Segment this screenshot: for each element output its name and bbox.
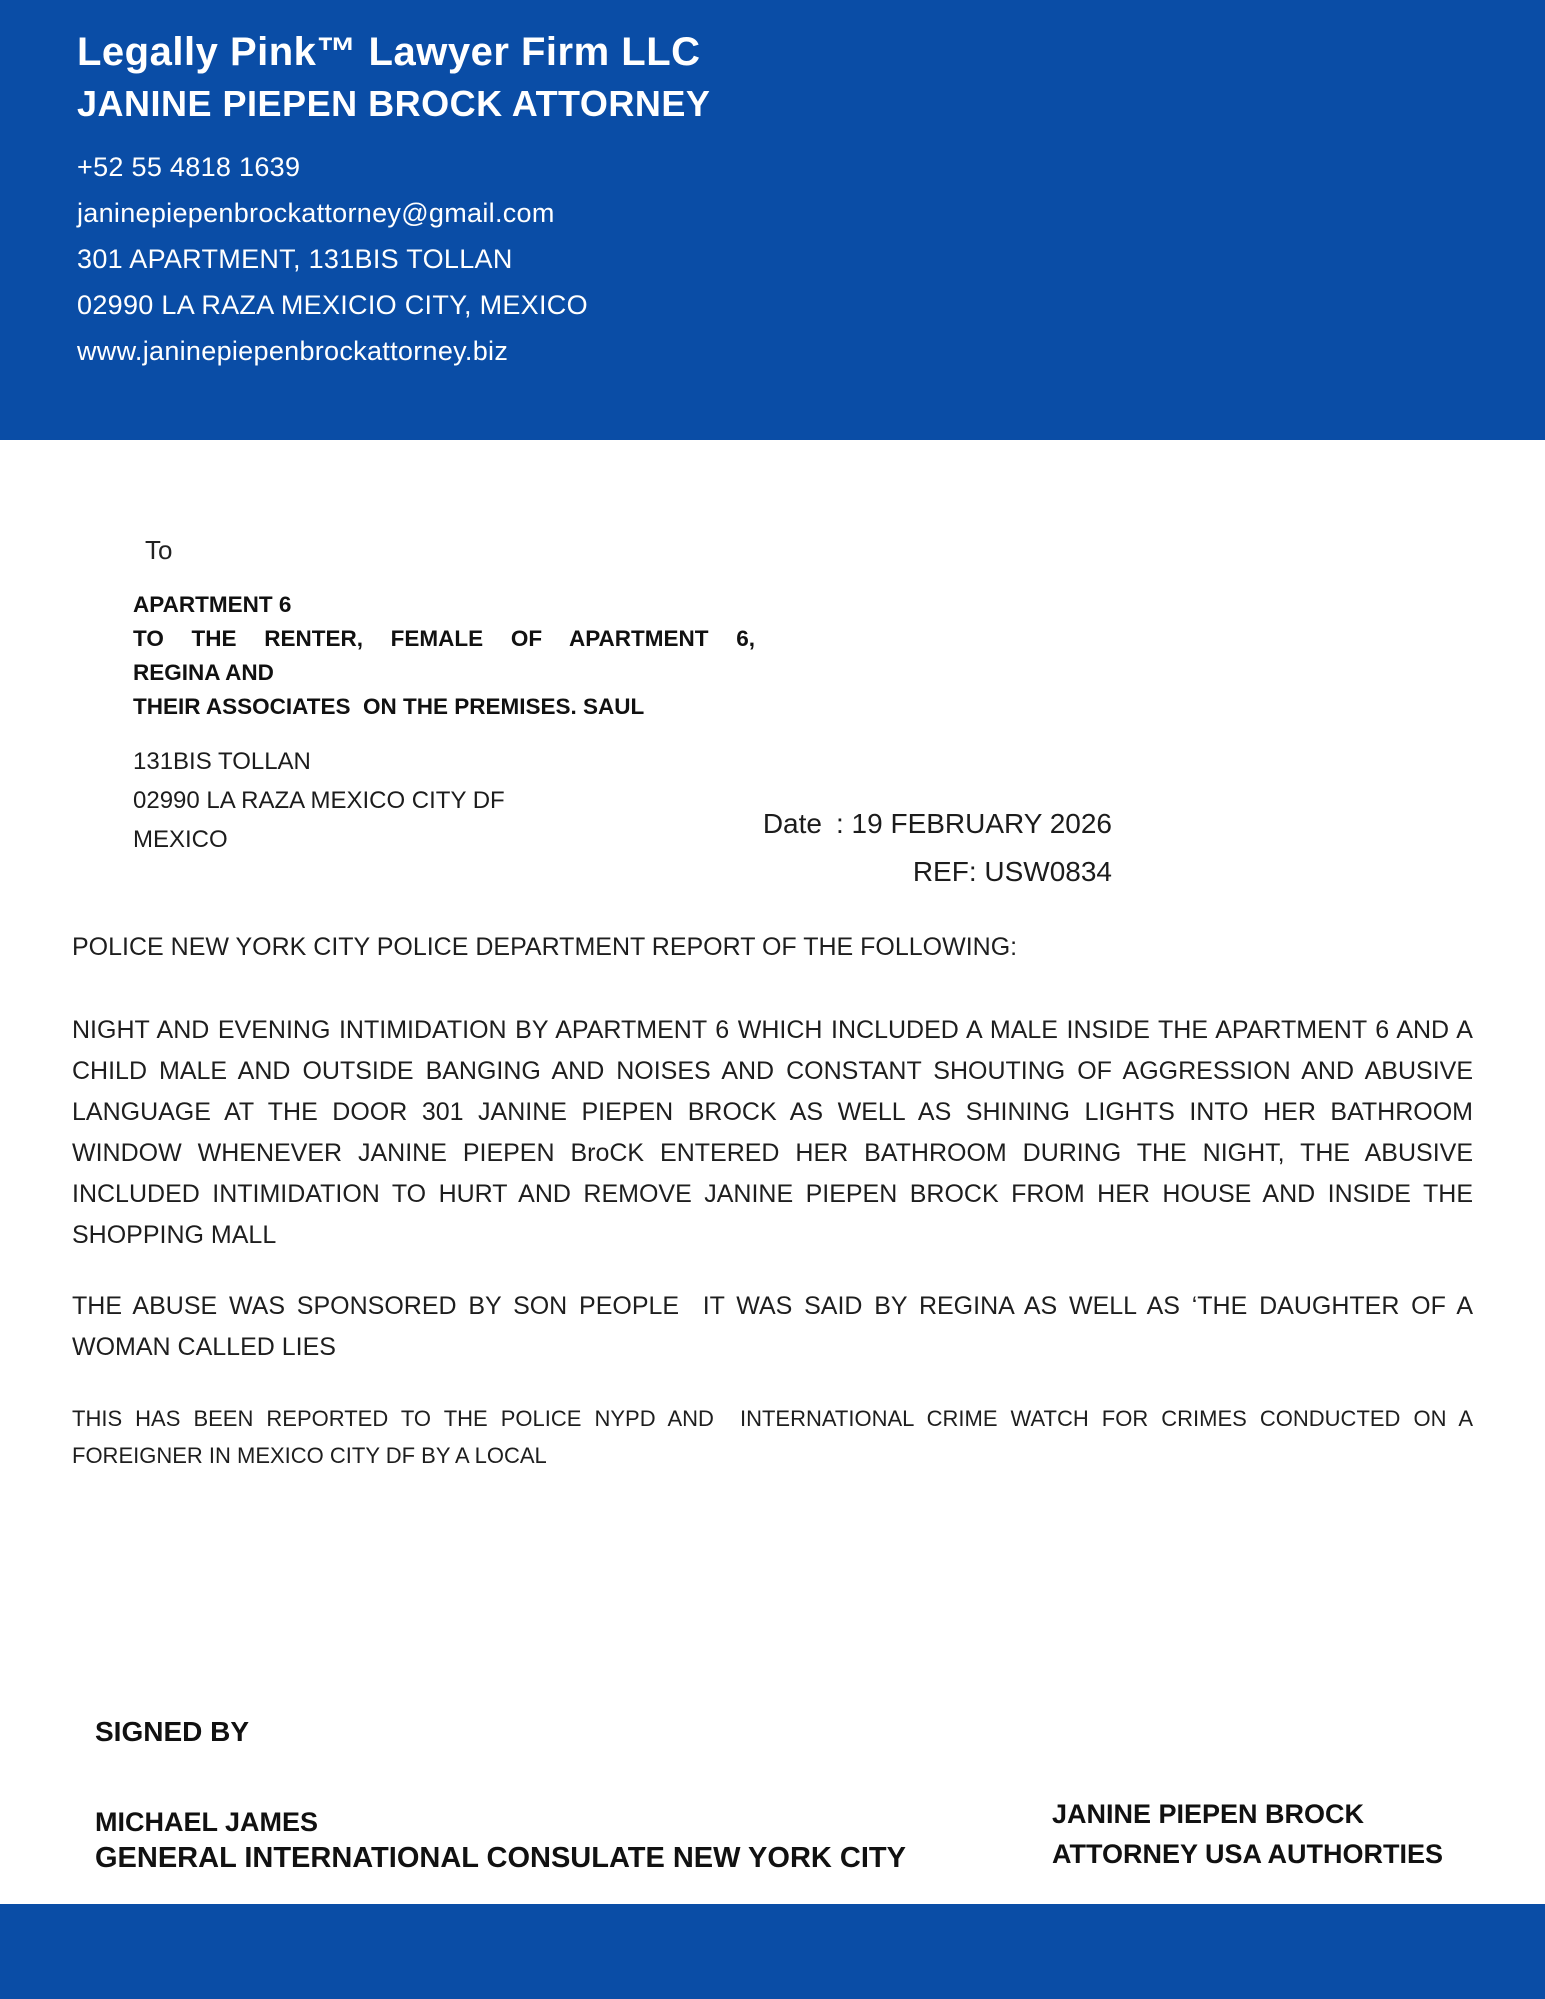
signer-name-right: JANINE PIEPEN BROCK xyxy=(1052,1799,1365,1829)
date-label: Date xyxy=(762,808,822,839)
recipient-address-block xyxy=(133,742,505,859)
recipient-line: THEIR ASSOCIATES ON THE PREMISES. SAUL xyxy=(133,694,645,719)
city-address: 02990 LA RAZA MEXICIO CITY, MEXICO xyxy=(77,290,588,320)
signed-by-label: SIGNED BY xyxy=(95,1716,250,1747)
signer-title-right: ATTORNEY USA AUTHORTIES xyxy=(1052,1839,1444,1869)
footer-band xyxy=(0,1904,1545,1999)
firm-name: Legally Pink™ Lawyer Firm LLC xyxy=(77,30,701,74)
street-address: 301 APARTMENT, 131BIS TOLLAN xyxy=(77,244,513,274)
signature-left-block xyxy=(95,1804,906,1876)
ref-label: REF: xyxy=(912,856,977,887)
to-label: To xyxy=(145,535,173,565)
date-value: 19 FEBRUARY 2026 xyxy=(851,808,1112,839)
recipient-line: APARTMENT 6 xyxy=(133,592,292,617)
recipient-block xyxy=(133,588,755,724)
recipient-line: TO THE RENTER, FEMALE OF APARTMENT 6, xyxy=(133,626,755,651)
date-line xyxy=(763,800,1112,848)
ref-value: USW0834 xyxy=(984,856,1112,887)
report-paragraph-3: THIS HAS BEEN REPORTED TO THE POLICE NYPD AND INTERNATIONAL CRIME WATCH FOR CRIMES CONDUCTED ON A FOREIGNER IN MEXICO CITY DF BY A LOCAL xyxy=(72,1406,1480,1468)
ref-line xyxy=(763,848,1112,896)
recipient-address-line: 131BIS TOLLAN xyxy=(133,748,311,775)
signer-name-left: MICHAEL JAMES xyxy=(95,1807,319,1837)
report-paragraph-1: NIGHT AND EVENING INTIMIDATION BY APARTMENT 6 WHICH INCLUDED A MALE INSIDE THE APARTMENT 6 AND A CHILD MALE AND OUTSIDE BANGING AND NOISES AND CONSTANT SHOUTING OF AGGRESSION AND ABUSIVE LANGUAGE AT THE DOOR 301 JANINE PIEPEN BROCK AS WELL AS SHINING LIGHTS INTO HER BATHROOM WINDOW WHENEVER JANINE PIEPEN BroCK ENTERED HER BATHROOM DURING THE NIGHT, THE ABUSIVE INCLUDED INTIMIDATION TO HURT AND REMOVE JANINE PIEPEN BROCK FROM HER HOUSE AND INSIDE THE SHOPPING MALL xyxy=(72,1016,1480,1249)
phone-number: +52 55 4818 1639 xyxy=(77,152,301,182)
recipient-line: REGINA AND xyxy=(133,660,274,685)
letterhead-band xyxy=(0,0,1545,440)
recipient-address-line: 02990 LA RAZA MEXICO CITY DF xyxy=(133,787,505,814)
website-url: www.janinepiepenbrockattorney.biz xyxy=(77,336,509,366)
signature-right-block xyxy=(1052,1794,1443,1874)
date-separator: : xyxy=(835,808,844,839)
date-ref-block xyxy=(763,800,1112,896)
report-paragraph-2: THE ABUSE WAS SPONSORED BY SON PEOPLE IT WAS SAID BY REGINA AS WELL AS ‘THE DAUGHTER OF A WOMAN CALLED LIES xyxy=(72,1292,1480,1361)
report-intro-line: POLICE NEW YORK CITY POLICE DEPARTMENT REPORT OF THE FOLLOWING: xyxy=(72,933,1018,961)
signer-title-left: GENERAL INTERNATIONAL CONSULATE NEW YORK CITY xyxy=(95,1842,906,1874)
attorney-name: JANINE PIEPEN BROCK ATTORNEY xyxy=(77,83,711,124)
email-address: janinepiepenbrockattorney@gmail.com xyxy=(77,198,555,228)
recipient-address-line: MEXICO xyxy=(133,826,228,853)
letterhead-contact-block xyxy=(77,144,1465,374)
